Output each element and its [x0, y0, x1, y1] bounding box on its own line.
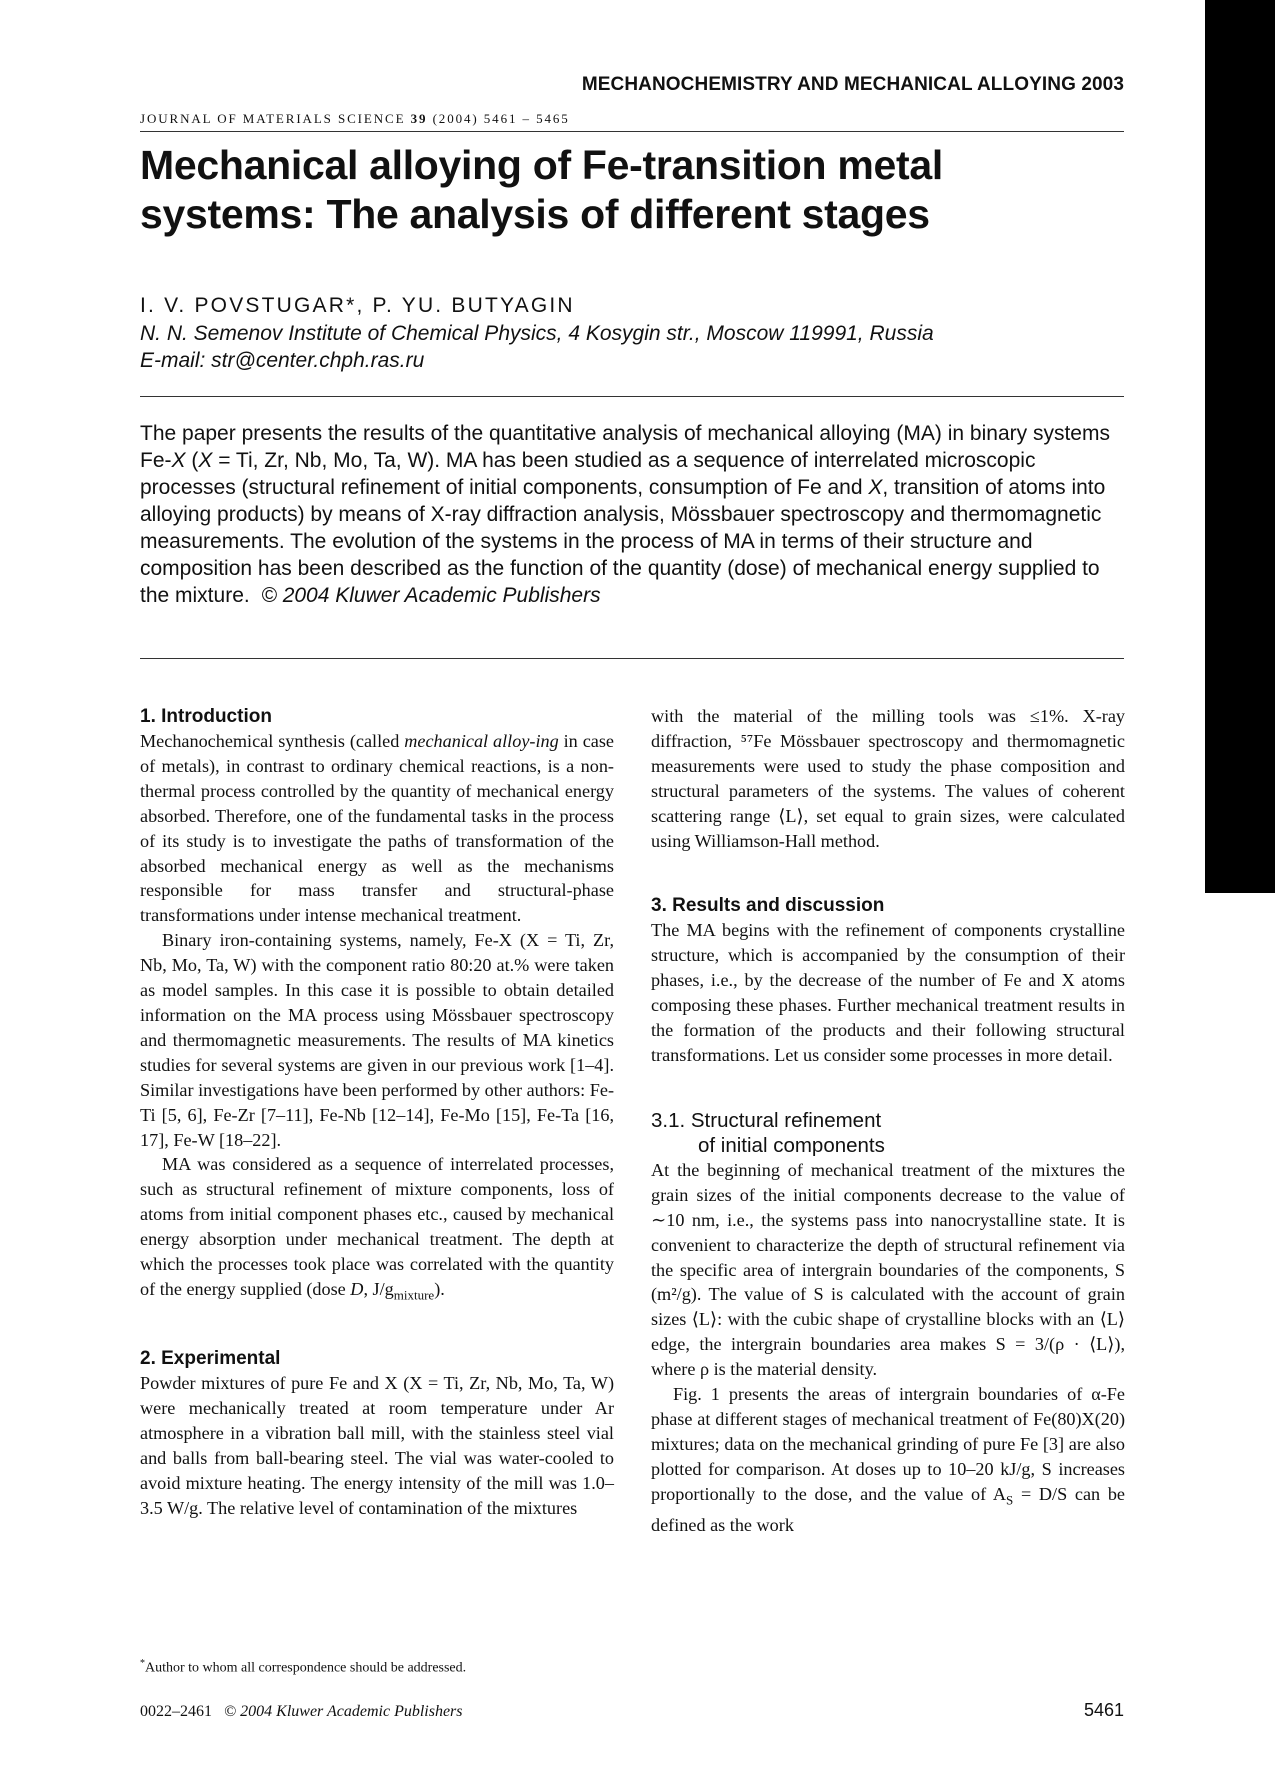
column-left [140, 704, 614, 1521]
footnote: *Author to whom all correspondence should be addressed. [140, 1658, 467, 1676]
abstract: The paper presents the results of the quantitative analysis of mechanical alloying (MA) in binary systems Fe-X (X = Ti, Zr, Nb, Mo, Ta, W). MA has been studied as a sequence of interrelated microscopic processes (structural refinement of initial components, consumption of Fe and X, transition of atoms into alloying products) by means of X-ray diffraction analysis, Mössbauer spectroscopy and thermomagnetic measurements. The evolution of the systems in the process of MA in terms of their structure and composition has been described as the function of the quantity (dose) of mechanical energy supplied to the mixture. © 2004 Kluwer Academic Publishers [140, 422, 1110, 607]
affiliation-block [140, 320, 934, 374]
abstract-rule-top [140, 396, 1124, 397]
paragraph: Powder mixtures of pure Fe and X (X = Ti, Zr, Nb, Mo, Ta, W) were mechanically treated at room temperature under Ar atmosphere in a vibration ball mill, with the stainless steel vial and balls from ball-bearing steel. The vial was water-cooled to avoid mixture heating. The energy intensity of the mill was 1.0–3.5 W/g. The relative level of contamination of the mixtures [140, 1373, 614, 1519]
column-right [651, 704, 1125, 1538]
paragraph: Binary iron-containing systems, namely, Fe-X (X = Ti, Zr, Nb, Mo, Ta, W) with the component ratio 80:20 at.% were taken as model samples. In this case it is possible to obtain detailed information on the MA process using Mössbauer spectroscopy and thermomagnetic measurements. The results of MA kinetics studies for several systems are given in our previous work [1–4]. Similar investigations have been performed by other authors: Fe-Ti [5, 6], Fe-Zr [7–11], Fe-Nb [12–14], Fe-Mo [15], Fe-Ta [16, 17], Fe-W [18–22]. [140, 930, 614, 1150]
abstract-copyright: © 2004 Kluwer Academic Publishers [261, 584, 601, 607]
journal-pages: (2004) 5461 – 5465 [432, 111, 570, 126]
paragraph: with the material of the milling tools was ≤1%. X-ray diffraction, ⁵⁷Fe Mössbauer spectroscopy and thermomagnetic measurements were used to study the phase composition and structural parameters of the systems. The values of coherent scattering range ⟨L⟩, set equal to grain sizes, were calculated using Williamson-Hall method. [651, 706, 1125, 851]
paragraph: MA was considered as a sequence of interrelated processes, such as structural refinement of mixture components, loss of atoms from initial component phases etc., caused by mechanical energy absorption under mechanical treatment. The depth at which the processes took place was correlated with the quantity of the energy supplied (dose D, $J/g_{mixture}$). [140, 1154, 614, 1303]
paragraph: At the beginning of mechanical treatment of the mixtures the grain sizes of the initial components decrease to the value of ∼10 nm, i.e., the systems pass into nanocrystalline state. It is convenient to characterize the depth of structural refinement via the specific area of intergrain boundaries of the components, S (m²/g). The value of S is calculated with the account of grain sizes ⟨L⟩: with the cubic shape of crystalline blocks with an ⟨L⟩ edge, the intergrain boundaries area makes S = 3/(ρ · ⟨L⟩), where ρ is the material density. [651, 1159, 1125, 1380]
paragraph: Mechanochemical synthesis (called mechanical alloy-ing in case of metals), in contrast to ordinary chemical reactions, is a non-thermal process controlled by the quantity of mechanical energy absorbed. Therefore, one of the fundamental tasks in the process of its study is to investigate the paths of transformation of the absorbed mechanical energy as well as the mechanisms responsible for mass transfer and structural-phase transformations under intense mechanical treatment. [140, 731, 614, 926]
journal-volume: 39 [410, 111, 428, 126]
page-number: 5461 [1083, 1700, 1124, 1720]
paragraph: Fig. 1 presents the areas of intergrain boundaries of α-Fe phase at different stages of mechanical treatment of Fe(80)X(20) mixtures; data on the mechanical grinding of pure Fe [3] are also plotted for comparison. At doses up to 10–20 kJ/g, S increases proportionally to the dose, and the value of $A_S = D/S$ can be defined as the work [651, 1384, 1125, 1536]
subsection-heading: 3.1. Structural refinement of initial components [651, 1108, 885, 1157]
journal-name: JOURNAL OF MATERIALS SCIENCE [140, 111, 406, 126]
section-heading: 3. Results and discussion [651, 895, 885, 917]
email: E-mail: str@center.chph.ras.ru [140, 349, 425, 372]
page-edge-tab [1205, 0, 1275, 893]
header-rule [140, 131, 1124, 132]
title-line-1: Mechanical alloying of Fe-transition metal [140, 142, 943, 188]
series-title: MECHANOCHEMISTRY AND MECHANICAL ALLOYING 2003 [581, 74, 1124, 95]
paper-title [140, 141, 1124, 239]
author-list: I. V. POVSTUGAR*, P. YU. BUTYAGIN [140, 294, 575, 317]
section-heading: 2. Experimental [140, 1348, 281, 1370]
abstract-rule-bottom [140, 658, 1124, 659]
section-heading: 1. Introduction [140, 706, 272, 727]
paragraph: The MA begins with the refinement of components crystalline structure, which is accompanied by the consumption of their phases, i.e., by the decrease of the number of Fe and X atoms composing these phases. Further mechanical treatment results in the formation of the products and their following structural transformations. Let us consider some processes in more detail. [651, 920, 1125, 1065]
affiliation: N. N. Semenov Institute of Chemical Physics, 4 Kosygin str., Moscow 119991, Russia [140, 322, 934, 345]
title-line-2: systems: The analysis of different stages [140, 191, 930, 237]
journal-citation [140, 111, 570, 127]
footer-issn: 0022–2461 © 2004 Kluwer Academic Publishers [140, 1703, 463, 1720]
